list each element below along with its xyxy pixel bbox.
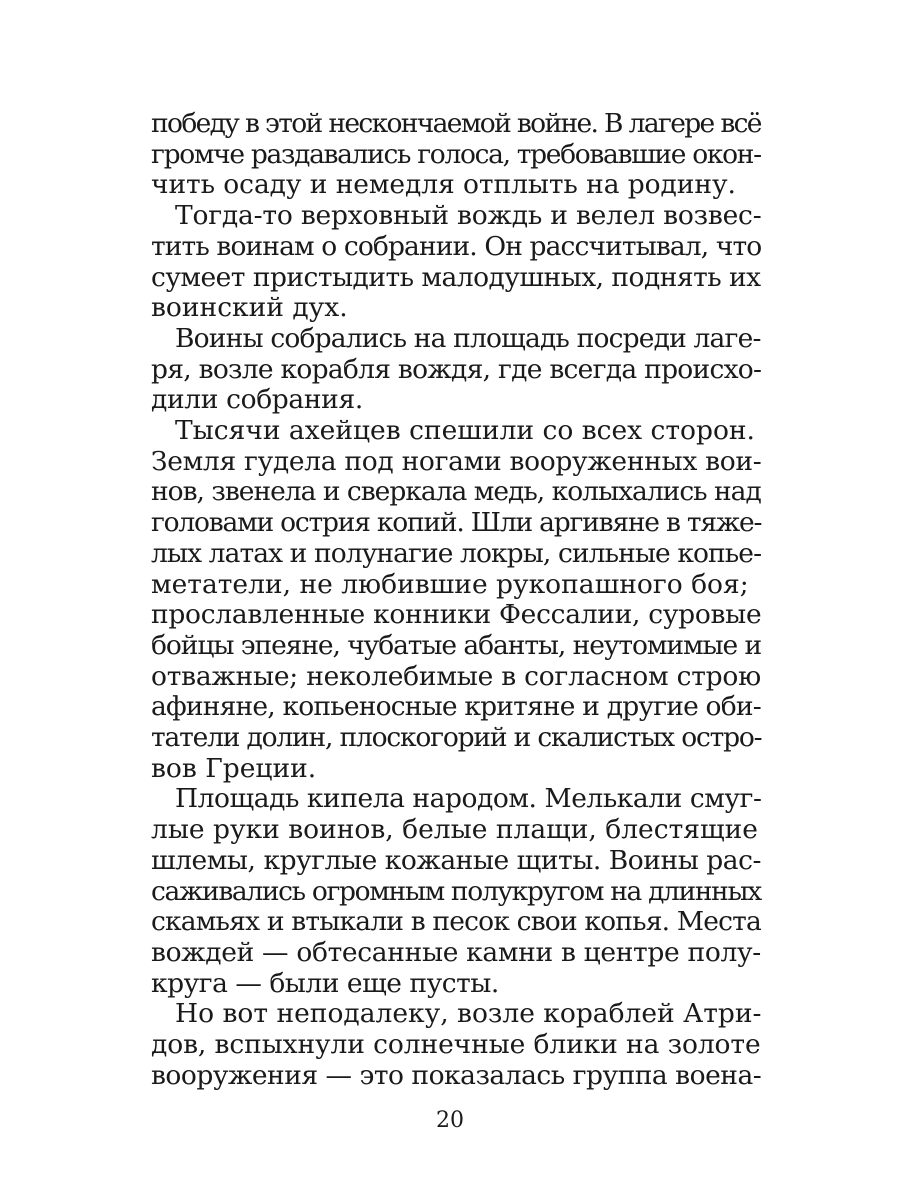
text-line: Но вот неподалеку, возле кораблей Атри- [175, 998, 762, 1030]
text-line: афиняне, копьеносные критяне и другие оби- [151, 691, 761, 723]
text-line: вов Греции. [151, 752, 317, 784]
page-number: 20 [436, 1108, 464, 1133]
text-line: победу в этой нескончаемой войне. В лагере всё [151, 108, 761, 139]
text-line: вождей — обтесанные камни в центре полу- [151, 936, 761, 968]
text-line: бойцы эпеяне, чубатые абанты, неутомимые и [151, 629, 762, 661]
text-line: Земля гудела под ногами вооруженных вои- [151, 445, 762, 477]
text-line: лые руки воинов, белые плащи, блестящие [151, 814, 758, 846]
text-line: шлемы, круглые кожаные щиты. Воины рас- [151, 844, 761, 876]
text-line: головами острия копий. Шли аргивяне в тяже- [151, 507, 762, 539]
text-line: отважные; неколебимые в согласном строю [151, 660, 761, 692]
text-line: татели долин, плоскогорий и скалистых остро- [151, 722, 762, 753]
text-line: ря, возле корабля вождя, где всегда происхо- [151, 353, 762, 385]
text-line: тить воинам о собрании. Он рассчитывал, что [151, 230, 762, 262]
text-line: сумеет пристыдить малодушных, поднять их [151, 261, 761, 293]
text-line: Площадь кипела народом. Мелькали смуг- [175, 783, 762, 815]
text-line: прославленные конники Фессалии, суровые [151, 599, 762, 631]
text-line: лых латах и полунагие локры, сильные копье- [151, 537, 762, 569]
text-line: Воины собрались на площадь посреди лаге- [175, 322, 761, 354]
text-line: вооружения — это показалась группа воена- [151, 1059, 762, 1091]
text-line: нов, звенела и сверкала медь, колыхались над [151, 476, 761, 508]
text-line: Тогда-то верховный вождь и велел возвес- [175, 200, 762, 232]
text-line: Тысячи ахейцев спешили со всех сторон. [175, 415, 755, 446]
text-line: саживались огромным полукругом на длинных [151, 875, 761, 907]
text-line: скамьях и втыкали в песок свои копья. Места [151, 906, 761, 938]
text-line: метатели, не любившие рукопашного боя; [151, 568, 749, 600]
text-line: громче раздавались голоса, требовавшие окон- [151, 138, 761, 170]
text-line: чить осаду и немедля отплыть на родину. [151, 169, 736, 201]
text-line: дили собрания. [151, 384, 363, 416]
text-line: дов, вспыхнули солнечные блики на золоте [151, 1029, 761, 1060]
text-line: круга — были еще пусты. [151, 967, 499, 999]
text-line: воинский дух. [151, 292, 348, 324]
